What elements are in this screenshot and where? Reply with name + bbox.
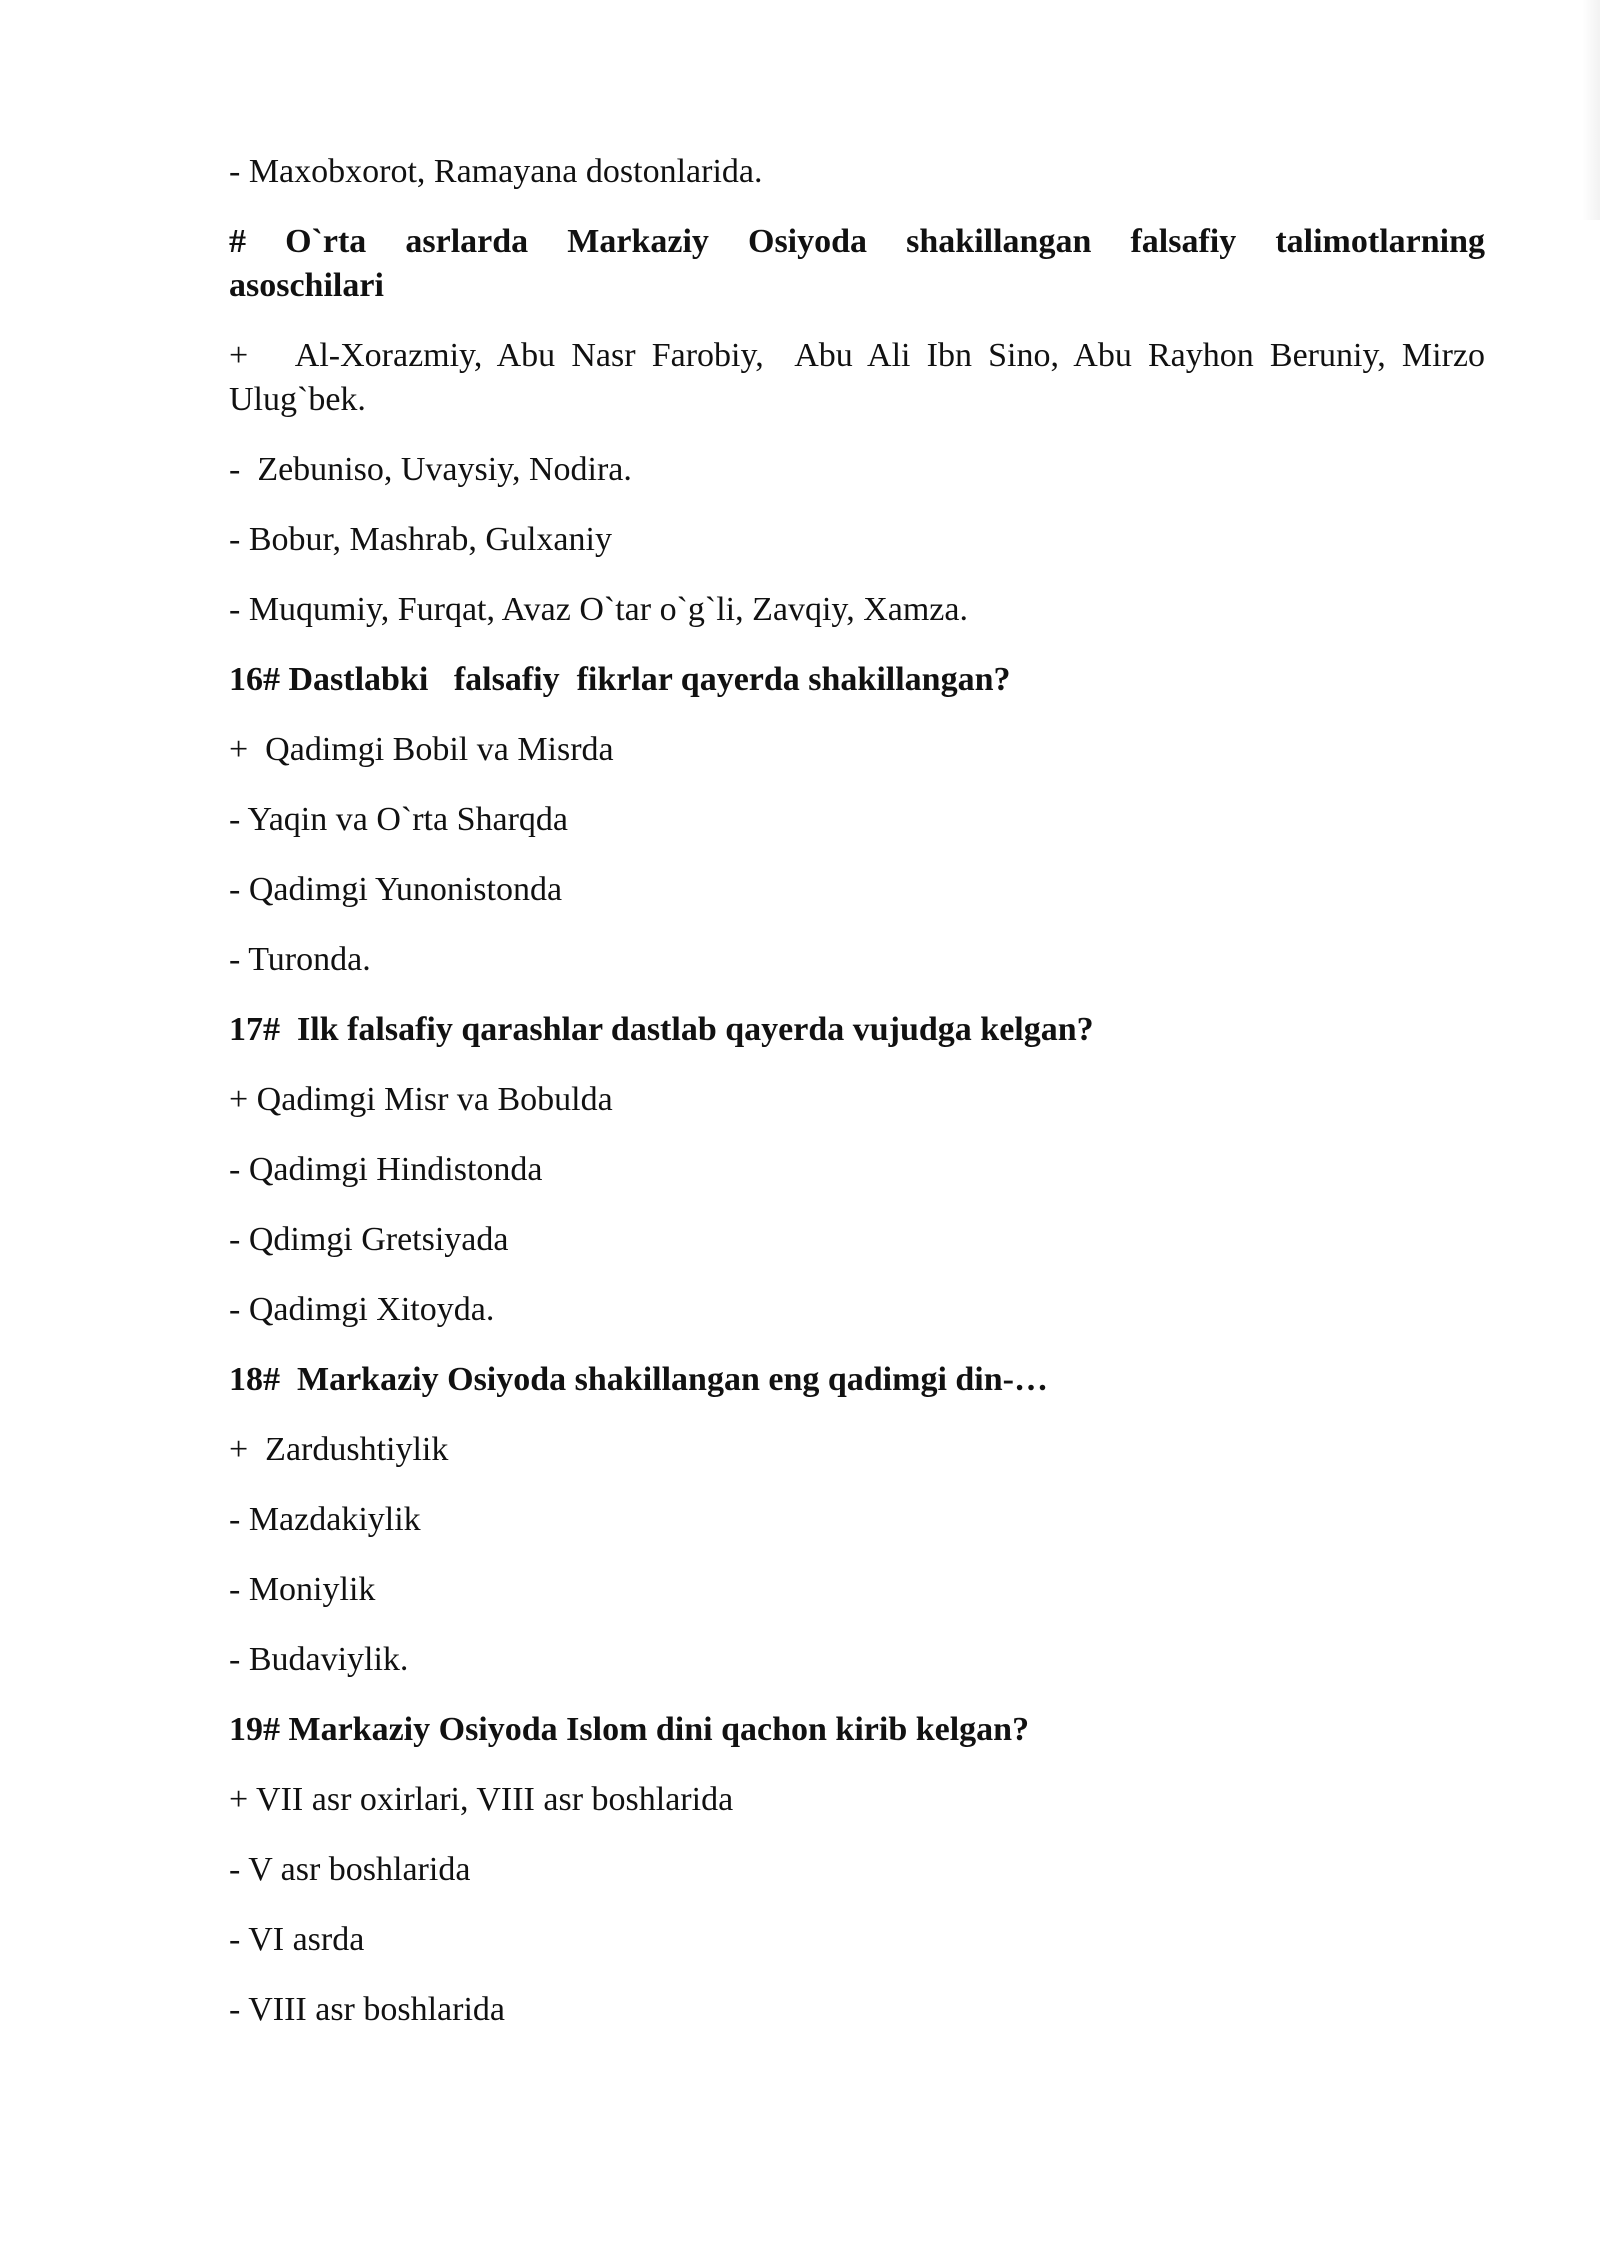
answer-option: - Qadimgi Xitoyda.: [229, 1291, 495, 1328]
answer-option: + VII asr oxirlari, VIII asr boshlarida: [229, 1781, 734, 1818]
answer-option: - Bobur, Mashrab, Gulxaniy: [229, 521, 612, 558]
answer-option: - VI asrda: [229, 1921, 365, 1958]
answer-option: - Turonda.: [229, 941, 371, 978]
answer-option: - Qadimgi Yunonistonda: [229, 871, 563, 908]
answer-option: - Budaviylik.: [229, 1641, 409, 1678]
answer-option: + Qadimgi Misr va Bobulda: [229, 1081, 613, 1118]
answer-option: - Mazdakiylik: [229, 1501, 421, 1538]
answer-option: + Qadimgi Bobil va Misrda: [229, 731, 614, 768]
answer-option: - Maxobxorot, Ramayana dostonlarida.: [229, 153, 763, 190]
answer-option: - Qadimgi Hindistonda: [229, 1151, 543, 1188]
document-page: [229, 150, 1494, 2058]
answer-option: + Zardushtiylik: [229, 1431, 449, 1468]
answer-option: + Al-Xorazmiy, Abu Nasr Farobiy, Abu Ali Ibn Sino, Abu Rayhon Beruniy, Mirzo Ulug`bek.: [229, 337, 1494, 418]
question-heading: 18# Markaziy Osiyoda shakillangan eng qadimgi din-…: [229, 1361, 1048, 1398]
answer-option: - Moniylik: [229, 1571, 376, 1608]
question-heading: 17# Ilk falsafiy qarashlar dastlab qayerda vujudga kelgan?: [229, 1011, 1094, 1048]
answer-option: - Qdimgi Gretsiyada: [229, 1221, 509, 1258]
question-heading: 19# Markaziy Osiyoda Islom dini qachon kirib kelgan?: [229, 1711, 1030, 1748]
answer-option: - Muqumiy, Furqat, Avaz O`tar o`g`li, Zavqiy, Xamza.: [229, 591, 968, 628]
question-heading: 16# Dastlabki falsafiy fikrlar qayerda shakillangan?: [229, 661, 1011, 698]
answer-option: - V asr boshlarida: [229, 1851, 471, 1888]
question-heading: # O`rta asrlarda Markaziy Osiyoda shakillangan falsafiy talimotlarning asoschilari: [229, 223, 1494, 304]
answer-option: - VIII asr boshlarida: [229, 1991, 506, 2028]
answer-option: - Yaqin va O`rta Sharqda: [229, 801, 568, 838]
answer-option: - Zebuniso, Uvaysiy, Nodira.: [229, 451, 632, 488]
page-edge-shadow: [1582, 0, 1600, 220]
